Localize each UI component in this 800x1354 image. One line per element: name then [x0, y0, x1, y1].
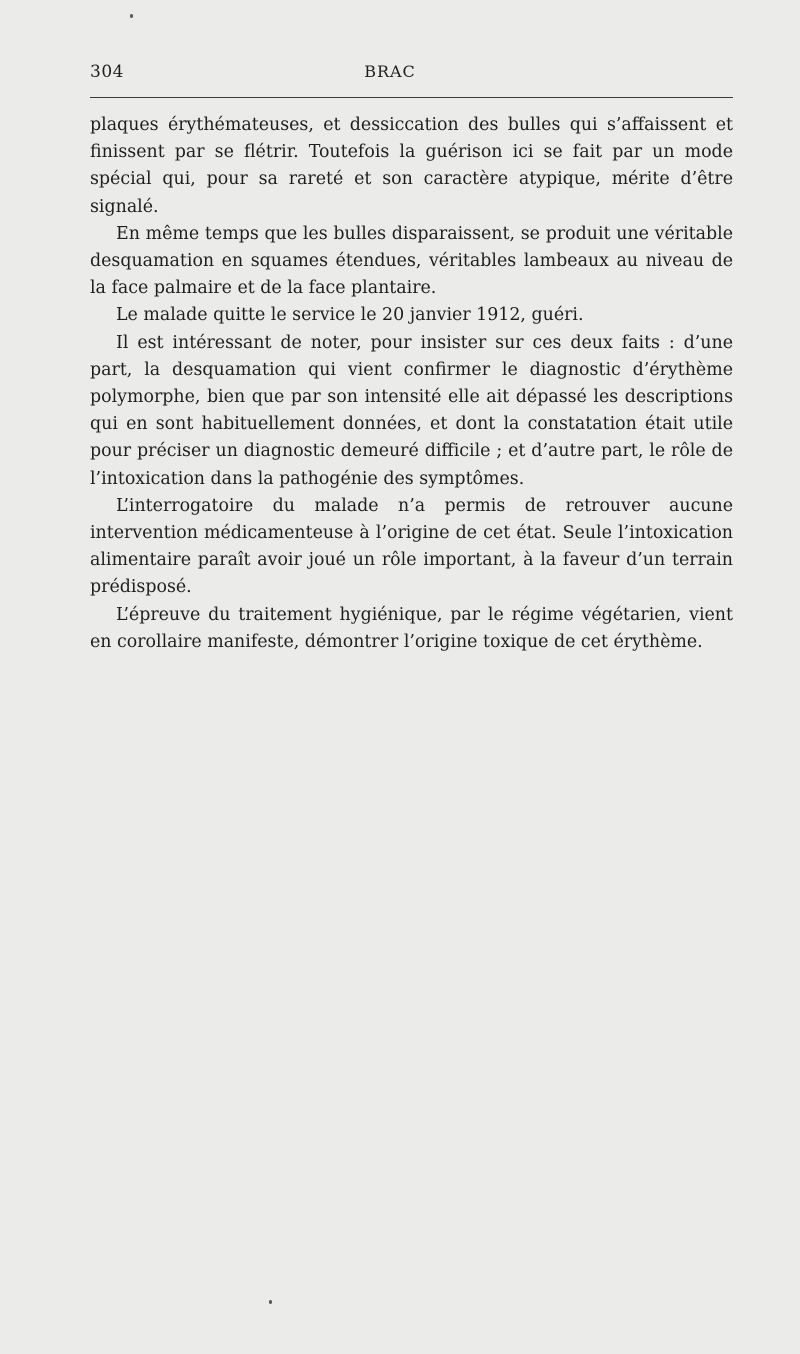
paragraph: plaques érythémateuses, et dessiccation des bulles qui s’affaissent et finissent par se flétrir. Toutefois la guérison ici se fait par un mode spécial qui, pour sa rareté et son caractère atypique, mérite d’être signalé. [90, 115, 733, 217]
print-speck [130, 14, 133, 18]
page-header [90, 62, 732, 86]
header-rule [90, 97, 733, 98]
page-number: 304 [90, 62, 124, 82]
paragraph: Le malade quitte le service le 20 janvier 1912, guéri. [116, 305, 584, 326]
paragraph: En même temps que les bulles disparaissent, se produit une véritable desquamation en squames étendues, véritables lambeaux au niveau de la face palmaire et de la face plantaire. [90, 223, 733, 299]
paragraph: L’épreuve du traitement hygiénique, par le régime végétarien, vient en corollaire manifeste, démontrer l’origine toxique de cet érythème. [90, 604, 733, 652]
paragraph: Il est intéressant de noter, pour insister sur ces deux faits : d’une part, la desquamation qui vient confirmer le diagnostic d’érythème polymorphe, bien que par son intensité elle ait dépassé les descriptions qui en sont habituellement données, et dont la constatation était utile pour préciser un diagnostic demeuré difficile ; et d’autre part, le rôle de l’intoxication dans la pathogénie des symptômes. [90, 332, 733, 489]
print-speck [269, 1300, 272, 1304]
running-head: BRAC [364, 62, 416, 81]
body-text [90, 112, 733, 656]
paragraph: L’interrogatoire du malade n’a permis de retrouver aucune intervention médicamenteuse à l’origine de cet état. Seule l’intoxication alimentaire paraît avoir joué un rôle important, à la faveur d’un terrain prédisposé. [90, 495, 733, 598]
